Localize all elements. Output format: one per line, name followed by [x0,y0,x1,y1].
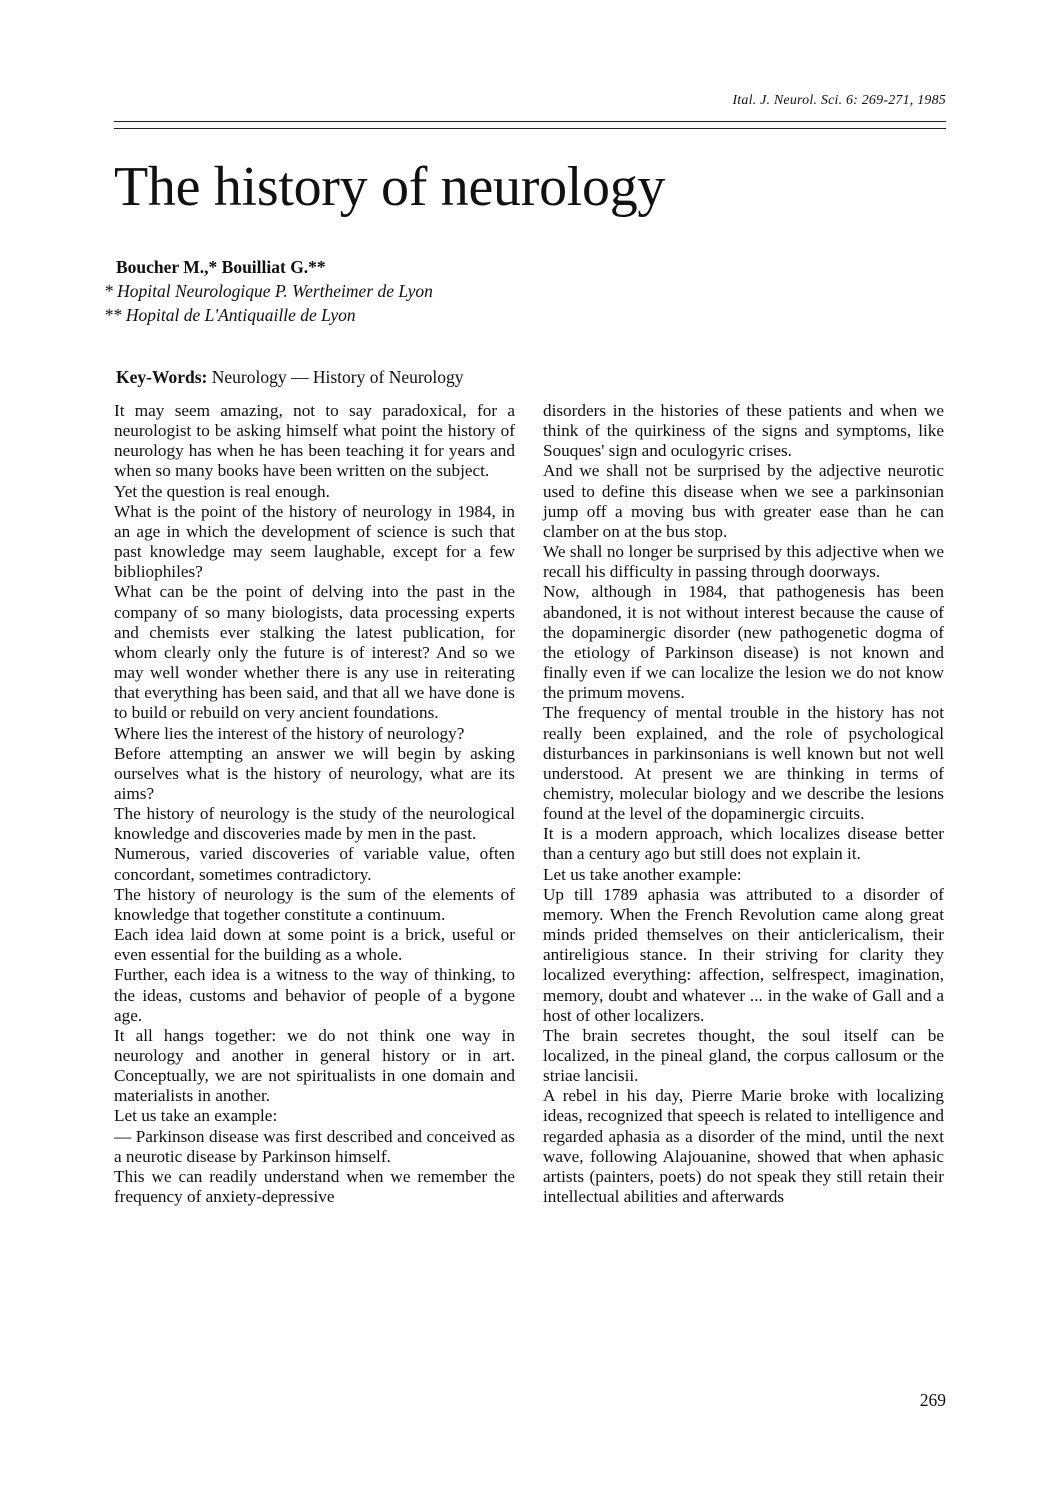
keywords-line [116,367,464,388]
paragraph: Numerous, varied discoveries of variable value, often concordant, sometimes contradictory. [114,844,515,884]
paragraph: Where lies the interest of the history of neurology? [114,723,465,743]
keywords-label: Key-Words: [116,367,208,387]
paragraph: It all hangs together: we do not think one way in neurology and another in general history or in art. Conceptually, we are not spiritualists in one domain and materialists in another. [114,1025,515,1106]
paragraph: Let us take an example: [114,1106,278,1126]
paragraph: It may seem amazing, not to say paradoxical, for a neurologist to be asking himself what point the history of neurology has when he has been teaching it for years and when so many books have been written on the subject. [114,401,515,481]
paragraph: A rebel in his day, Pierre Marie broke with localizing ideas, recognized that speech is related to intelligence and regarded aphasia as a disorder of the mind, until the next wave, following Alajouanine, showed that when aphasic artists (painters, poets) do not speak they still retain their intellectual abilities and afterwards [543,1086,944,1207]
paragraph: We shall no longer be surprised by this adjective when we recall his difficulty in passing through doorways. [543,542,944,582]
paragraph: — Parkinson disease was first described and conceived as a neurotic disease by Parkinson himself. [114,1126,515,1166]
paragraph: The brain secretes thought, the soul itself can be localized, in the pineal gland, the corpus callosum or the striae lancisii. [543,1025,944,1086]
paragraph: disorders in the histories of these patients and when we think of the quirkiness of the signs and symptoms, like Souques' sign and oculogyric crises. [543,401,944,461]
paragraph: Before attempting an answer we will begin by asking ourselves what is the history of neurology, what are its aims? [114,743,515,803]
paragraph: Each idea laid down at some point is a brick, useful or even essential for the building as a whole. [114,925,515,965]
journal-reference: Ital. J. Neurol. Sci. 6: 269-271, 1985 [732,93,946,108]
article-title: The history of neurology [114,156,666,218]
paragraph: What is the point of the history of neurology in 1984, in an age in which the development of science is such that past knowledge may seem laughable, except for a few bibliophiles? [114,501,515,582]
paragraph: What can be the point of delving into the past in the company of so many biologists, data processing experts and chemists ever stalking the latest publication, for whom clearly only the future is of interest? And so we may well wonder whether there is any use in reiterating that everything has been said, and that all we have done is to build or rebuild on very ancient foundations. [114,582,515,723]
paragraph: It is a modern approach, which localizes disease better than a century ago but still does not explain it. [543,824,944,864]
paragraph: And we shall not be surprised by the adjective neurotic used to define this disease when we see a parkinsonian jump off a moving bus with greater ease than he can clamber on at the bus stop. [543,461,944,541]
paragraph: Further, each idea is a witness to the way of thinking, to the ideas, customs and behavior of people of a bygone age. [114,965,515,1025]
page-number: 269 [919,1390,946,1410]
paragraph: The history of neurology is the sum of the elements of knowledge that together constitute a continuum. [114,884,515,924]
body-column-right [543,401,944,1207]
header-rule-bottom [114,128,946,129]
affiliation-1: * Hopital Neurologique P. Wertheimer de Lyon [104,281,433,301]
paragraph: Let us take another example: [543,864,742,884]
paragraph: Yet the question is real enough. [114,481,330,501]
paragraph: Now, although in 1984, that pathogenesis has been abandoned, it is not without interest because the cause of the dopaminergic disorder (new pathogenetic dogma of the etiology of Parkinson disease) is not known and finally even if we can localize the lesion we do not know the primum movens. [543,582,944,703]
paragraph: The frequency of mental trouble in the history has not really been explained, and the role of psychological disturbances in parkinsonians is well known but not well understood. At present we are thinking in terms of chemistry, molecular biology and we describe the lesions found at the level of the dopaminergic circuits. [543,703,944,824]
author-list: Boucher M.,* Bouilliat G.** [116,257,326,277]
paragraph: This we can readily understand when we remember the frequency of anxiety-depressive [114,1166,515,1207]
paragraph: Up till 1789 aphasia was attributed to a disorder of memory. When the French Revolution came along great minds prided themselves on their anticlericalism, their antireligious stance. In their striving for clarity they localized everything: affection, selfrespect, imagination, memory, doubt and whatever ... in the wake of Gall and a host of other localizers. [543,884,944,1025]
paragraph: The history of neurology is the study of the neurological knowledge and discoveries made by men in the past. [114,804,515,844]
header-rule-top [114,121,946,122]
affiliation-2: ** Hopital de L'Antiquaille de Lyon [104,305,356,325]
keywords-text: Neurology — History of Neurology [211,367,464,387]
body-column-left [114,401,515,1207]
